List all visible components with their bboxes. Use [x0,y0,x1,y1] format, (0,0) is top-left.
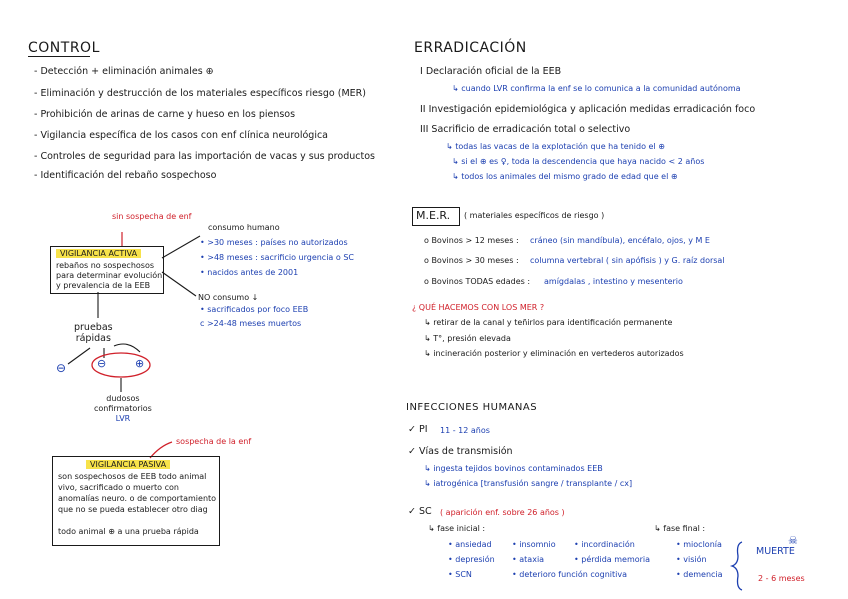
vigilancia-activa-line: para determinar evolución [56,271,163,280]
mer-question: ¿ QUÉ HACEMOS CON LOS MER ? [412,303,545,312]
vias-item: ↳ ingesta tejidos bovinos contaminados EEB [424,464,603,473]
erradicacion-step-3-detail: ↳ todos los animales del mismo grado de edad que el ⊕ [452,172,678,181]
pi-label: ✓ PI [408,424,428,435]
mer-subtitle: ( materiales específicos de riesgo ) [464,211,605,220]
vigilancia-pasiva-line: anomalías neuro. o de comportamiento [58,494,217,503]
erradicacion-step-1-detail: ↳ cuando LVR confirma la enf se lo comunica a la comunidad autónoma [452,84,741,93]
mer-title: M.E.R. [416,209,451,222]
erradicacion-step-3-detail: ↳ si el ⊕ es ♀, toda la descendencia que haya nacido < 2 años [452,157,705,166]
pasiva-note: sospecha de la enf [176,437,252,446]
no-consumo-label: NO consumo ↓ [198,293,259,302]
erradicacion-step-3-detail: ↳ todas las vacas de la explotación que ha tenido el ⊕ [446,142,665,151]
mer-answer: ↳ retirar de la canal y teñirlos para identificación permanente [424,318,673,327]
fase-inicial-item: • SCN [448,570,472,579]
fase-final-label: ↳ fase final : [654,524,706,533]
mer-item-detail: cráneo (sin mandíbula), encéfalo, ojos, y M E [530,236,710,245]
negative-result: ⊖ [56,361,67,375]
vigilancia-pasiva-line: son sospechosos de EEB todo animal [58,472,207,481]
fase-inicial-item: • insomnio [512,540,556,549]
control-item: - Prohibición de arinas de carne y hueso en los piensos [34,109,296,120]
erradicacion-step-3: III Sacrificio de erradicación total o selectivo [420,124,631,135]
pruebas-rapidas: pruebas rápidas [74,322,113,344]
vigilancia-pasiva-label: VIGILANCIA PASIVA [86,460,170,469]
consumo-label: consumo humano [208,223,280,232]
control-title: CONTROL [28,40,100,56]
vigilancia-pasiva-line: vivo, sacrificado o muerto con [58,483,179,492]
fase-inicial-item: • deterioro función cognitiva [512,570,628,579]
muerte-label: MUERTE [756,546,795,557]
dudosos-confirmatorios: dudosos confirmatorios LVR [94,394,152,423]
fase-inicial-item: • pérdida memoria [574,555,651,564]
fase-inicial-item: • ansiedad [448,540,492,549]
consumo-item: • >48 meses : sacrificio urgencia o SC [200,253,354,262]
vias-item: ↳ iatrogénica [transfusión sangre / transplante / cx] [424,479,633,488]
fase-inicial-label: ↳ fase inicial : [428,524,486,533]
mer-item-detail: amígdalas , intestino y mesenterio [544,277,683,286]
mer-item-label: o Bovinos TODAS edades : [424,277,531,286]
vigilancia-activa-line: y prevalencia de la EEB [56,281,151,290]
fase-inicial-item: • ataxia [512,555,545,564]
no-consumo-item: c >24-48 meses muertos [200,319,302,328]
erradicacion-step-1: I Declaración oficial de la EEB [420,66,562,77]
vias-label: ✓ Vías de transmisión [408,446,513,457]
skull-icon: ☠ [788,534,798,547]
mer-answer: ↳ incineración posterior y eliminación en vertederos autorizados [424,349,684,358]
control-item: - Eliminación y destrucción de los materiales específicos riesgo (MER) [34,88,366,99]
positive-result: ⊕ [135,357,145,370]
vigilancia-pasiva-last: todo animal ⊕ a una prueba rápida [58,527,199,536]
sc-label: ✓ SC [408,506,432,517]
fase-final-item: • visión [676,555,707,564]
erradicacion-title: ERRADICACIÓN [414,40,527,56]
vigilancia-activa-label: VIGILANCIA ACTIVA [56,249,141,258]
control-item: - Vigilancia específica de los casos con enf clínica neurológica [34,130,328,141]
sc-note: ( aparición enf. sobre 26 años ) [440,508,565,517]
mer-answer: ↳ T°, presión elevada [424,334,511,343]
negative-result-circled: ⊖ [97,357,107,370]
control-item: - Controles de seguridad para las importación de vacas y sus productos [34,151,375,162]
mer-item-label: o Bovinos > 30 meses : [424,256,519,265]
consumo-item: • nacidos antes de 2001 [200,268,299,277]
fase-inicial-item: • depresión [448,555,495,564]
pi-value: 11 - 12 años [440,426,490,435]
control-item: - Detección + eliminación animales ⊕ [34,66,214,77]
fase-inicial-item: • incordinación [574,540,635,549]
activa-note: sin sospecha de enf [112,212,192,221]
vigilancia-pasiva-line: que no se pueda establecer otro diag [58,505,208,514]
fase-final-item: • mioclonía [676,540,722,549]
infecciones-title: INFECCIONES HUMANAS [406,402,538,413]
consumo-item: • >30 meses : países no autorizados [200,238,348,247]
fase-final-item: • demencia [676,570,723,579]
muerte-time: 2 - 6 meses [758,574,805,583]
vigilancia-activa-line: rebaños no sospechosos [56,261,155,270]
erradicacion-step-2: II Investigación epidemiológica y aplicación medidas erradicación foco [420,104,756,115]
no-consumo-item: • sacrificados por foco EEB [200,305,309,314]
control-item: - Identificación del rebaño sospechoso [34,170,217,181]
mer-item-detail: columna vertebral ( sin apófisis ) y G. raíz dorsal [530,256,725,265]
mer-item-label: o Bovinos > 12 meses : [424,236,519,245]
